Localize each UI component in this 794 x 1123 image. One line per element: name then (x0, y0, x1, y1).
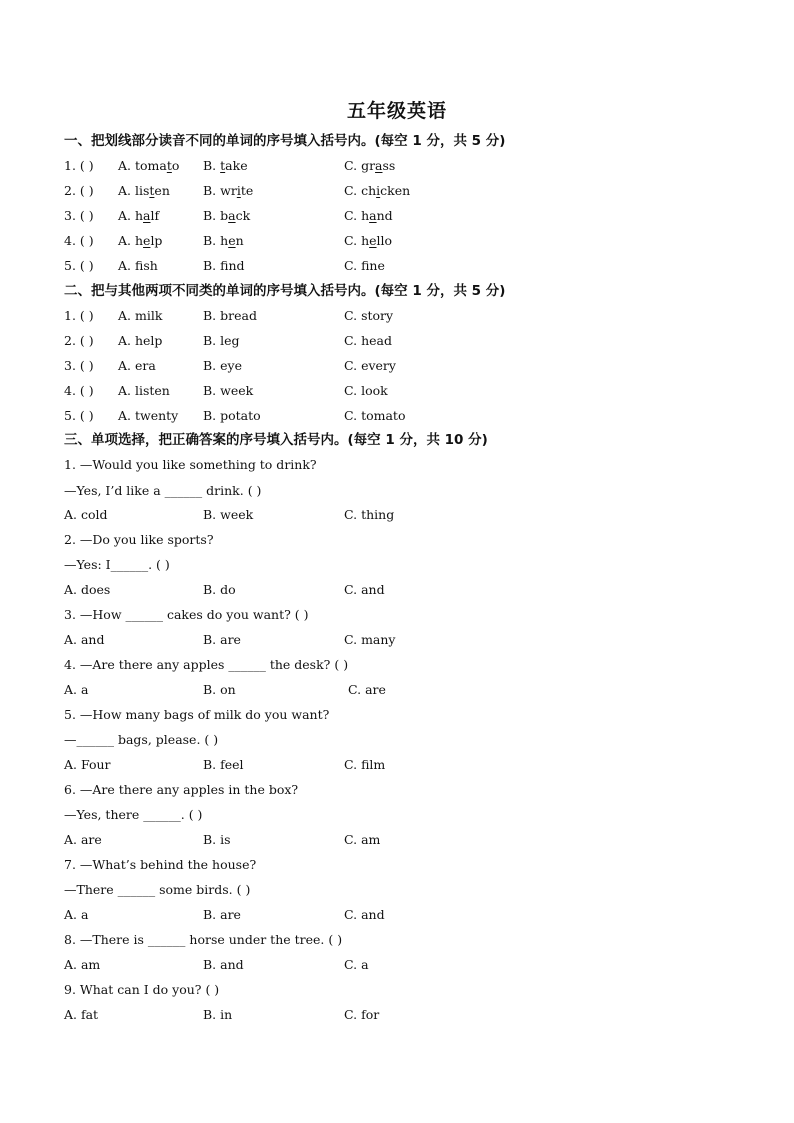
options-row (0, 904, 794, 926)
options-row (0, 1004, 794, 1026)
s1-item-5 (0, 255, 794, 277)
option-b: B. are (203, 907, 241, 922)
s1-item-1 (0, 155, 794, 177)
option-b: B. bread (203, 308, 257, 323)
option-c: C. story (344, 308, 394, 323)
answer-line[interactable]: —Yes, I’d like a ______ drink. ( ) (64, 483, 262, 498)
option-c: C. am (344, 832, 381, 847)
s1-item-3 (0, 205, 794, 227)
option-a: A. a (64, 682, 89, 697)
option-a: A. and (64, 632, 105, 647)
answer-blank[interactable]: 4. ( ) (64, 233, 94, 248)
option-c: C. head (344, 333, 392, 348)
option-a: A. milk (118, 308, 163, 323)
option-a: A. Four (64, 757, 111, 772)
question-line: 2. —Do you like sports? (64, 532, 214, 547)
question-line[interactable]: 3. —How ______ cakes do you want? ( ) (64, 607, 309, 622)
option-c: C. fne (344, 258, 385, 273)
option-a: A. help (118, 333, 163, 348)
s2-item-1 (0, 305, 794, 327)
options-row (0, 504, 794, 526)
option-a: A. tomato (118, 158, 180, 173)
s2-item-3 (0, 355, 794, 377)
option-c: C. a (344, 957, 369, 972)
answer-line[interactable]: —There ______ some birds. ( ) (64, 882, 251, 897)
page-title: 五年级英语 (346, 100, 447, 122)
options-row (0, 829, 794, 851)
option-a: A. am (64, 957, 101, 972)
question-line: 5. —How many bags of milk do you want? (64, 707, 330, 722)
option-a: A. does (64, 582, 111, 597)
option-b: B. is (203, 832, 231, 847)
option-a: A. cold (64, 507, 108, 522)
option-b: B. in (203, 1007, 233, 1022)
option-c: C. chicken (344, 183, 411, 198)
option-b: B. write (203, 183, 254, 198)
answer-blank[interactable]: 2. ( ) (64, 333, 94, 348)
option-a: A. half (118, 208, 160, 223)
s2-item-4 (0, 380, 794, 402)
option-b: B. eye (203, 358, 242, 373)
option-c: C. thing (344, 507, 395, 522)
answer-blank[interactable]: 3. ( ) (64, 358, 94, 373)
options-row (0, 629, 794, 651)
option-c: C. and (344, 907, 385, 922)
option-a: A. listen (118, 183, 170, 198)
question-line[interactable]: 8. —There is ______ horse under the tree. ( ) (64, 932, 343, 947)
question-line: 1. —Would you like something to drink? (64, 457, 317, 472)
answer-line[interactable]: —Yes, there ______. ( ) (64, 807, 203, 822)
option-b: B. back (203, 208, 251, 223)
option-c: C. many (344, 632, 396, 647)
question-line[interactable]: 9. What can I do you? ( ) (64, 982, 220, 997)
question-line[interactable]: 4. —Are there any apples ______ the desk? ( ) (64, 657, 349, 672)
option-c: C. tomato (344, 408, 406, 423)
option-a: A. fat (64, 1007, 99, 1022)
options-row (0, 679, 794, 701)
question-line: 7. —What’s behind the house? (64, 857, 257, 872)
options-row (0, 579, 794, 601)
option-b: B. potato (203, 408, 261, 423)
option-c: C. for (344, 1007, 380, 1022)
option-a: A. are (64, 832, 102, 847)
option-a: A. fsh (118, 258, 158, 273)
option-b: B. are (203, 632, 241, 647)
option-b: B. week (203, 507, 254, 522)
answer-line[interactable]: —______ bags, please. ( ) (64, 732, 219, 747)
answer-blank[interactable]: 3. ( ) (64, 208, 94, 223)
answer-blank[interactable]: 4. ( ) (64, 383, 94, 398)
answer-blank[interactable]: 1. ( ) (64, 308, 94, 323)
option-a: A. listen (118, 383, 170, 398)
s1-item-4 (0, 230, 794, 252)
option-b: B. hen (203, 233, 244, 248)
s2-item-5 (0, 405, 794, 427)
option-c: C. hand (344, 208, 393, 223)
options-row (0, 954, 794, 976)
option-a: A. era (118, 358, 156, 373)
option-c: C. film (344, 757, 386, 772)
option-b: B. do (203, 582, 236, 597)
option-b: B. fnd (203, 258, 245, 273)
answer-line[interactable]: —Yes: I______. ( ) (64, 557, 170, 572)
option-a: A. a (64, 907, 89, 922)
option-c: C. every (344, 358, 396, 373)
option-a: A. help (118, 233, 163, 248)
option-b: B. and (203, 957, 244, 972)
option-b: B. week (203, 383, 254, 398)
section-3-heading: 三、单项选择，把正确答案的序号填入括号内。(每空 1 分，共 10 分) (64, 432, 488, 448)
option-c: C. are (348, 682, 386, 697)
answer-blank[interactable]: 1. ( ) (64, 158, 94, 173)
option-b: B. take (203, 158, 248, 173)
section-1-heading: 一、把划线部分读音不同的单词的序号填入括号内。(每空 1 分，共 5 分) (64, 133, 506, 149)
option-a: A. twenty (118, 408, 179, 423)
option-c: C. look (344, 383, 388, 398)
option-b: B. feel (203, 757, 244, 772)
answer-blank[interactable]: 2. ( ) (64, 183, 94, 198)
option-b: B. leg (203, 333, 240, 348)
answer-blank[interactable]: 5. ( ) (64, 408, 94, 423)
option-b: B. on (203, 682, 236, 697)
s1-item-2 (0, 180, 794, 202)
option-c: C. hello (344, 233, 393, 248)
answer-blank[interactable]: 5. ( ) (64, 258, 94, 273)
question-line: 6. —Are there any apples in the box? (64, 782, 299, 797)
option-c: C. grass (344, 158, 396, 173)
section-2-heading: 二、把与其他两项不同类的单词的序号填入括号内。(每空 1 分，共 5 分) (64, 283, 506, 299)
s2-item-2 (0, 330, 794, 352)
options-row (0, 754, 794, 776)
option-c: C. and (344, 582, 385, 597)
